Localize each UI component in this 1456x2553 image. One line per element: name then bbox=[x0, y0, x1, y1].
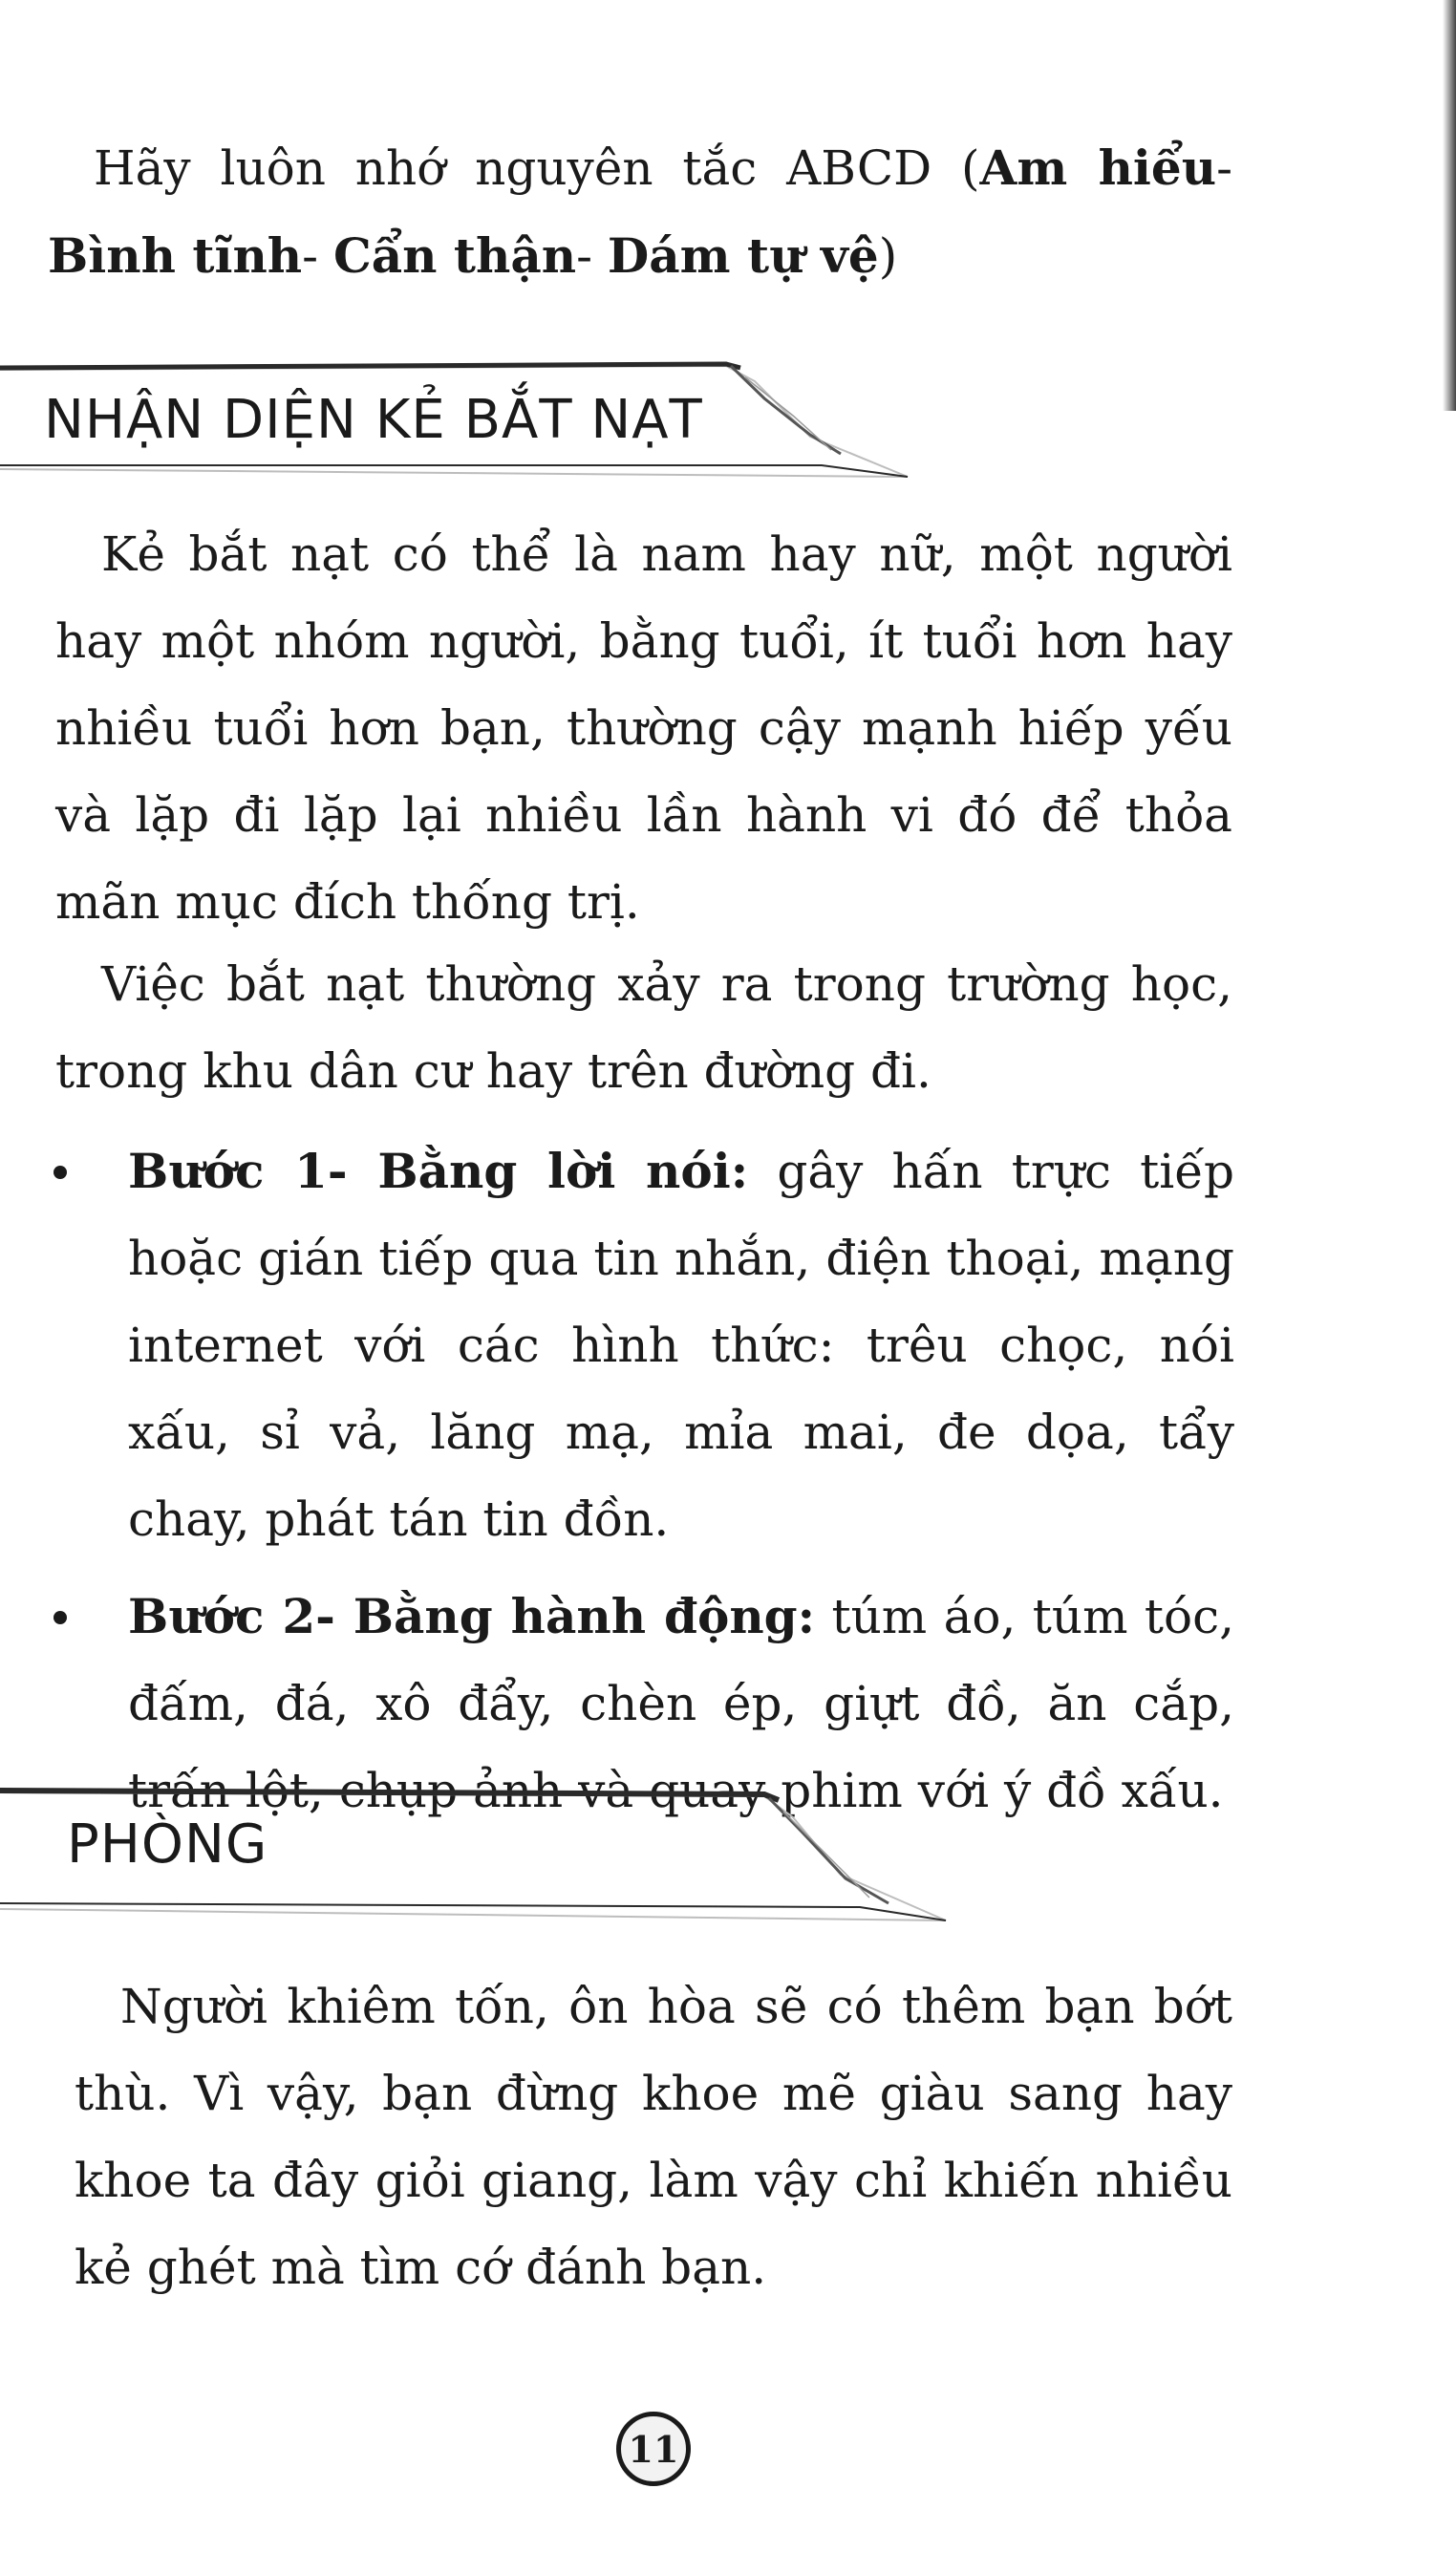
section-2-paragraph-1: Người khiêm tốn, ôn hòa sẽ có thêm bạn bớt thù. Vì vậy, bạn đừng khoe mẽ giàu sang hay khoe ta đây giỏi giang, làm vậy chỉ khiến nhiều kẻ ghét mà tìm cớ đánh bạn. bbox=[75, 1979, 1232, 2295]
page-edge-shadow bbox=[1443, 0, 1456, 411]
intro-paragraph: Hãy luôn nhớ nguyên tắc ABCD (Am hiểu- Bình tĩnh- Cẩn thận- Dám tự vệ) bbox=[48, 139, 1232, 284]
heading-text: PHÒNG bbox=[67, 1813, 268, 1876]
page-number: 11 bbox=[616, 2412, 691, 2486]
bullet-list bbox=[48, 1127, 1234, 1844]
bullet-icon bbox=[54, 1166, 67, 1179]
section-1-paragraph-2: Việc bắt nạt thường xảy ra trong trường học, trong khu dân cư hay trên đường đi. bbox=[55, 956, 1232, 1099]
heading-text: NHẬN DIỆN KẺ BẮT NẠT bbox=[44, 389, 703, 451]
section-heading-identify bbox=[0, 358, 917, 483]
bullet-text: gây hấn trực tiếp hoặc gián tiếp qua tin nhắn, điện thoại, mạng internet với các hình thức: trêu chọc, nói xấu, sỉ vả, lăng mạ, mỉa mai, đe dọa, tẩy chay, phát tán tin đồn. bbox=[128, 1144, 1234, 1547]
bullet-title: Bước 2- Bằng hành động: bbox=[128, 1588, 816, 1644]
section-heading-prevent bbox=[0, 1779, 955, 1932]
section-1-paragraph-1: Kẻ bắt nạt có thể là nam hay nữ, một người hay một nhóm người, bằng tuổi, ít tuổi hơn hay nhiều tuổi hơn bạn, thường cậy mạnh hiếp yếu và lặp đi lặp lại nhiều lần hành vi đó để thỏa mãn mục đích thống trị. bbox=[55, 526, 1232, 930]
bullet-title: Bước 1- Bằng lời nói: bbox=[128, 1143, 749, 1199]
list-item bbox=[48, 1127, 1234, 1563]
bullet-icon bbox=[54, 1611, 67, 1624]
bullet-text: túm áo, túm tóc, đấm, đá, xô đẩy, chèn ép, giựt đồ, ăn cắp, trấn lột, chụp ảnh và quay phim với ý đồ xấu. bbox=[128, 1589, 1234, 1818]
